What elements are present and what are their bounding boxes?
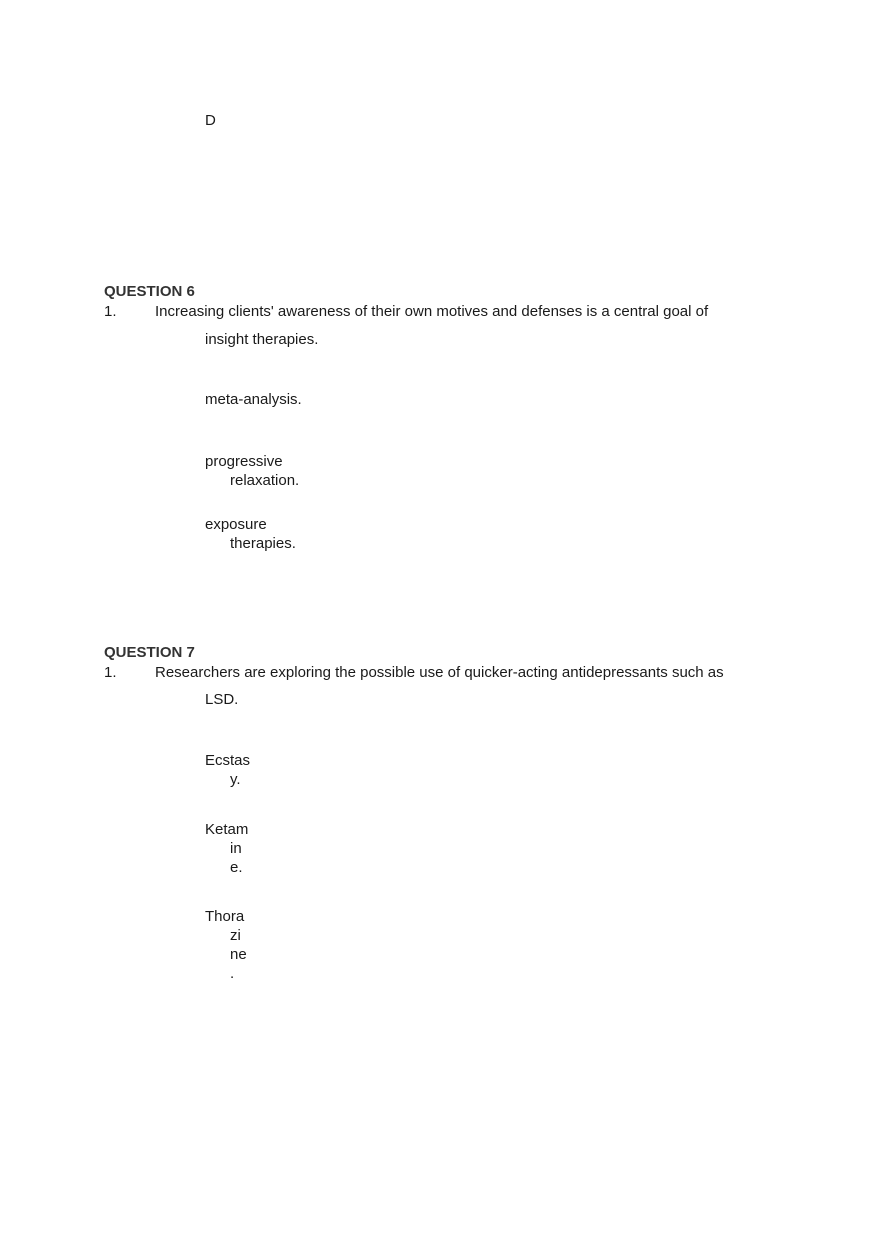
answer-option[interactable] [205, 452, 299, 490]
option-line: Ecstas [205, 752, 251, 769]
question-text: Increasing clients' awareness of their own motives and defenses is a central goal of [155, 303, 709, 320]
question-text: Researchers are exploring the possible use of quicker-acting antidepressants such as [155, 664, 724, 681]
question-heading: QUESTION 7 [104, 644, 195, 661]
answer-option[interactable] [205, 515, 296, 553]
option-line: . [230, 965, 235, 982]
option-line: in [230, 840, 242, 857]
answer-option[interactable] [205, 390, 302, 409]
question-heading: QUESTION 6 [104, 283, 195, 300]
answer-option[interactable] [205, 751, 250, 789]
option-line: meta-analysis. [205, 391, 302, 408]
option-line: relaxation. [230, 472, 300, 489]
option-line: therapies. [230, 535, 296, 552]
option-line: exposure [205, 516, 267, 533]
previous-answer-letter: D [205, 112, 216, 129]
option-line: progressive [205, 453, 283, 470]
option-line: Ketam [205, 821, 249, 838]
option-line: ne [230, 946, 247, 963]
answer-option[interactable] [205, 330, 318, 349]
option-line: y. [230, 771, 241, 788]
option-line: insight therapies. [205, 331, 319, 348]
question-number: 1. [104, 303, 117, 320]
option-line: e. [230, 859, 243, 876]
question-number: 1. [104, 664, 117, 681]
answer-option[interactable] [205, 690, 238, 709]
option-line: Thora [205, 908, 245, 925]
answer-option[interactable] [205, 820, 248, 877]
answer-option[interactable] [205, 907, 247, 983]
option-line: zi [230, 927, 241, 944]
option-line: LSD. [205, 691, 239, 708]
